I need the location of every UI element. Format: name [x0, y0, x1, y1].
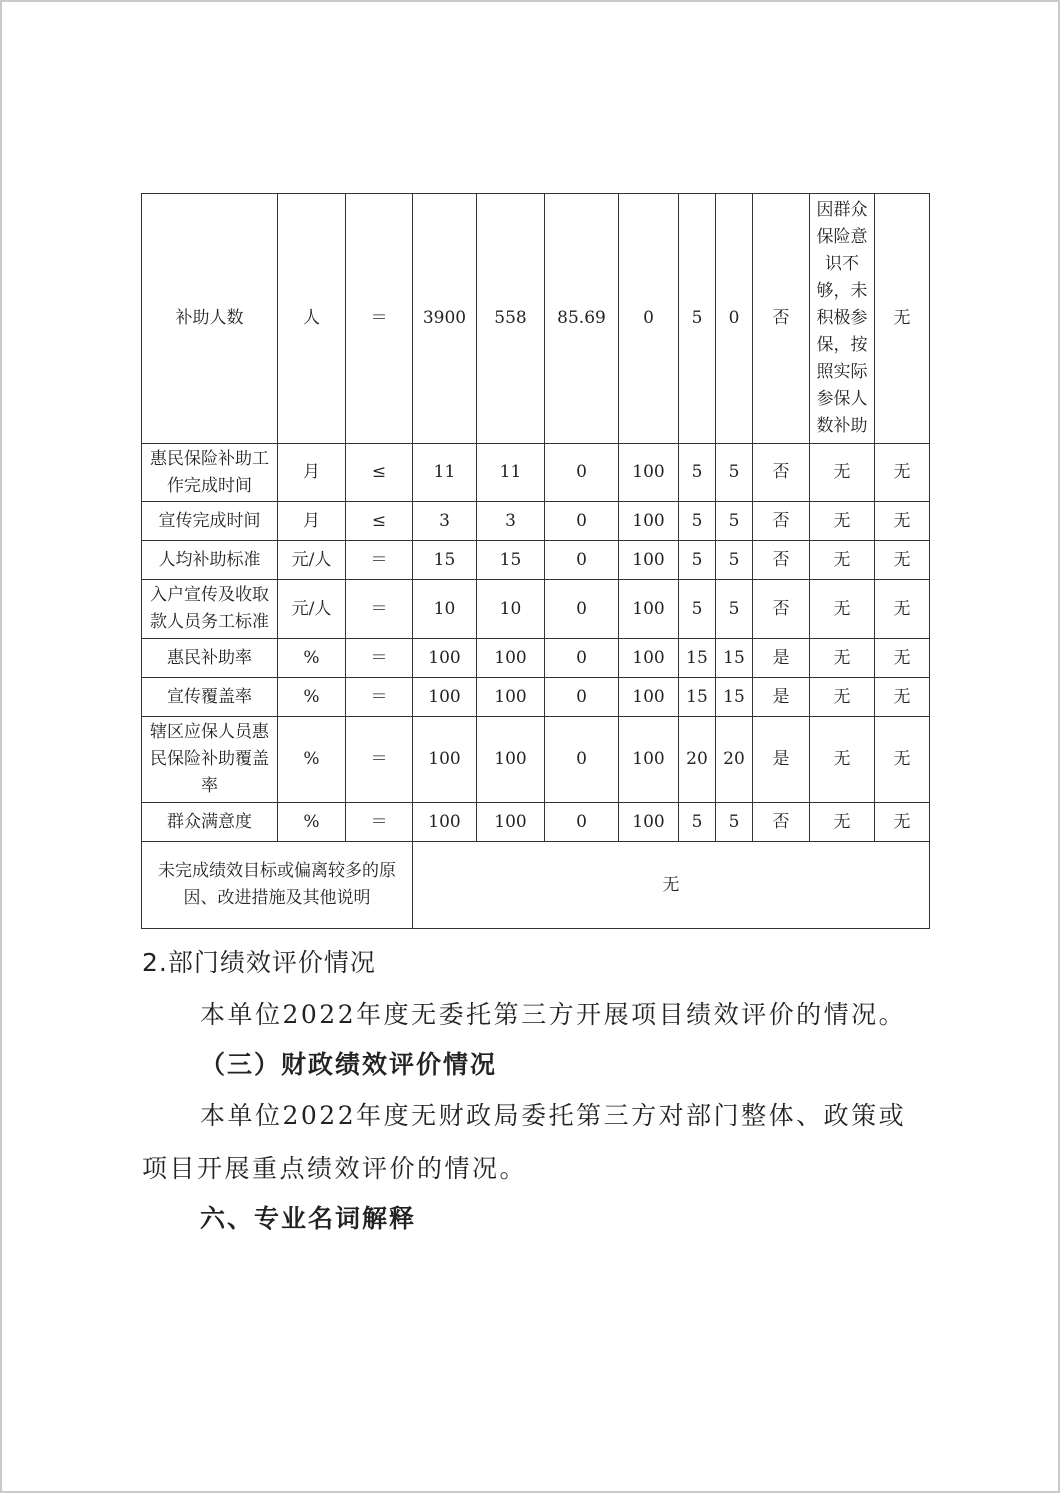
- cell-target: 100: [413, 678, 477, 717]
- cell-unit: %: [278, 678, 346, 717]
- table-row: [142, 444, 930, 502]
- cell-deviation: 0: [545, 678, 619, 717]
- cell-name: 补助人数: [142, 194, 278, 444]
- cell-reason: 无: [810, 541, 875, 580]
- cell-name: 群众满意度: [142, 803, 278, 842]
- cell-reason: 无: [810, 717, 875, 803]
- cell-rate: 100: [619, 580, 679, 639]
- cell-note: 无: [875, 194, 930, 444]
- cell-rate: 0: [619, 194, 679, 444]
- cell-op: ＝: [346, 541, 413, 580]
- table-row: [142, 717, 930, 803]
- cell-score: 15: [716, 678, 753, 717]
- cell-score: 20: [716, 717, 753, 803]
- paragraph-2-line-2: 项目开展重点绩效评价的情况。: [142, 1154, 528, 1183]
- cell-done: 是: [753, 678, 810, 717]
- performance-table: [141, 193, 930, 929]
- table-body: [142, 194, 930, 929]
- cell-weight: 15: [679, 678, 716, 717]
- cell-op: ＝: [346, 678, 413, 717]
- table-row: [142, 678, 930, 717]
- cell-target: 100: [413, 803, 477, 842]
- cell-rate: 100: [619, 803, 679, 842]
- cell-note: 无: [875, 580, 930, 639]
- cell-target: 100: [413, 639, 477, 678]
- cell-deviation: 0: [545, 502, 619, 541]
- cell-reason: 无: [810, 639, 875, 678]
- cell-target: 10: [413, 580, 477, 639]
- cell-name: 宣传覆盖率: [142, 678, 278, 717]
- cell-note: 无: [875, 678, 930, 717]
- table-row: [142, 580, 930, 639]
- cell-op: ≤: [346, 444, 413, 502]
- cell-rate: 100: [619, 502, 679, 541]
- cell-actual: 15: [477, 541, 545, 580]
- cell-done: 是: [753, 639, 810, 678]
- cell-weight: 15: [679, 639, 716, 678]
- cell-name: 人均补助标准: [142, 541, 278, 580]
- cell-op: ≤: [346, 502, 413, 541]
- cell-unit: 元/人: [278, 580, 346, 639]
- cell-deviation: 0: [545, 444, 619, 502]
- footer-value: 无: [413, 842, 930, 929]
- cell-rate: 100: [619, 639, 679, 678]
- cell-score: 5: [716, 444, 753, 502]
- cell-unit: %: [278, 639, 346, 678]
- cell-actual: 100: [477, 678, 545, 717]
- cell-note: 无: [875, 639, 930, 678]
- table-footer-row: [142, 842, 930, 929]
- cell-note: 无: [875, 803, 930, 842]
- cell-actual: 11: [477, 444, 545, 502]
- cell-rate: 100: [619, 541, 679, 580]
- paragraph-2-line-1: 本单位2022年度无财政局委托第三方对部门整体、政策或: [200, 1101, 907, 1130]
- cell-actual: 100: [477, 717, 545, 803]
- cell-reason: 无: [810, 803, 875, 842]
- cell-actual: 100: [477, 639, 545, 678]
- cell-target: 15: [413, 541, 477, 580]
- cell-weight: 20: [679, 717, 716, 803]
- cell-reason: 无: [810, 580, 875, 639]
- table-row: [142, 803, 930, 842]
- paragraph-1: 本单位2022年度无委托第三方开展项目绩效评价的情况。: [200, 1000, 907, 1029]
- cell-done: 是: [753, 717, 810, 803]
- cell-weight: 5: [679, 194, 716, 444]
- cell-weight: 5: [679, 444, 716, 502]
- cell-unit: %: [278, 717, 346, 803]
- cell-unit: 人: [278, 194, 346, 444]
- cell-score: 15: [716, 639, 753, 678]
- cell-note: 无: [875, 717, 930, 803]
- cell-rate: 100: [619, 717, 679, 803]
- cell-target: 11: [413, 444, 477, 502]
- cell-score: 5: [716, 580, 753, 639]
- cell-target: 3900: [413, 194, 477, 444]
- cell-name: 辖区应保人员惠民保险补助覆盖率: [142, 717, 278, 803]
- section-heading-2: 2.部门绩效评价情况: [142, 948, 376, 977]
- cell-weight: 5: [679, 580, 716, 639]
- footer-label: 未完成绩效目标或偏离较多的原因、改进措施及其他说明: [142, 842, 413, 929]
- cell-deviation: 0: [545, 580, 619, 639]
- cell-note: 无: [875, 444, 930, 502]
- cell-rate: 100: [619, 444, 679, 502]
- cell-op: ＝: [346, 803, 413, 842]
- cell-score: 5: [716, 541, 753, 580]
- cell-unit: 月: [278, 502, 346, 541]
- cell-reason: 无: [810, 678, 875, 717]
- cell-op: ＝: [346, 717, 413, 803]
- cell-name: 惠民保险补助工作完成时间: [142, 444, 278, 502]
- table-row: [142, 194, 930, 444]
- cell-reason: 无: [810, 444, 875, 502]
- cell-score: 5: [716, 502, 753, 541]
- cell-done: 否: [753, 444, 810, 502]
- cell-name: 入户宣传及收取款人员务工标准: [142, 580, 278, 639]
- table-row: [142, 502, 930, 541]
- section-heading-3: （三）财政绩效评价情况: [200, 1050, 498, 1079]
- cell-actual: 3: [477, 502, 545, 541]
- cell-deviation: 0: [545, 541, 619, 580]
- cell-note: 无: [875, 502, 930, 541]
- table-row: [142, 639, 930, 678]
- cell-target: 3: [413, 502, 477, 541]
- cell-actual: 558: [477, 194, 545, 444]
- cell-score: 5: [716, 803, 753, 842]
- table-row: [142, 541, 930, 580]
- cell-actual: 100: [477, 803, 545, 842]
- section-heading-6: 六、专业名词解释: [200, 1204, 417, 1233]
- cell-deviation: 85.69: [545, 194, 619, 444]
- cell-weight: 5: [679, 803, 716, 842]
- cell-target: 100: [413, 717, 477, 803]
- cell-weight: 5: [679, 502, 716, 541]
- cell-unit: 元/人: [278, 541, 346, 580]
- cell-actual: 10: [477, 580, 545, 639]
- cell-done: 否: [753, 803, 810, 842]
- cell-name: 宣传完成时间: [142, 502, 278, 541]
- cell-weight: 5: [679, 541, 716, 580]
- cell-op: ＝: [346, 580, 413, 639]
- cell-done: 否: [753, 580, 810, 639]
- cell-reason: 因群众保险意识不够，未积极参保，按照实际参保人数补助: [810, 194, 875, 444]
- cell-op: ＝: [346, 194, 413, 444]
- cell-note: 无: [875, 541, 930, 580]
- cell-reason: 无: [810, 502, 875, 541]
- cell-done: 否: [753, 502, 810, 541]
- cell-done: 否: [753, 541, 810, 580]
- cell-unit: 月: [278, 444, 346, 502]
- cell-done: 否: [753, 194, 810, 444]
- cell-unit: %: [278, 803, 346, 842]
- cell-deviation: 0: [545, 803, 619, 842]
- cell-score: 0: [716, 194, 753, 444]
- cell-op: ＝: [346, 639, 413, 678]
- cell-name: 惠民补助率: [142, 639, 278, 678]
- cell-deviation: 0: [545, 717, 619, 803]
- cell-deviation: 0: [545, 639, 619, 678]
- cell-rate: 100: [619, 678, 679, 717]
